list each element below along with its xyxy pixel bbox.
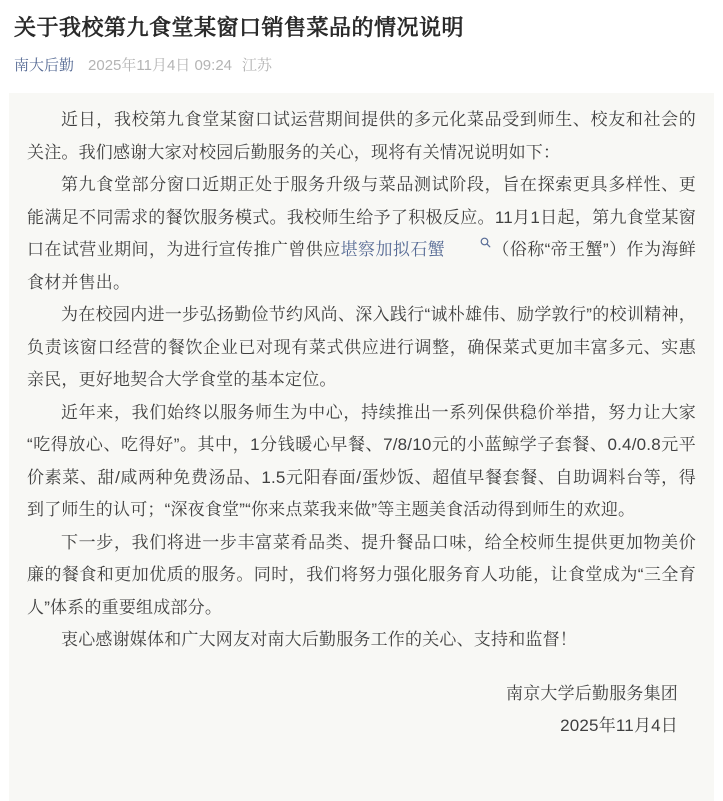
- paragraph-1: 近日，我校第九食堂某窗口试运营期间提供的多元化菜品受到师生、校友和社会的关注。我们感谢大家对校园后勤服务的关心，现将有关情况说明如下：: [27, 110, 696, 162]
- signature-block: [27, 678, 696, 743]
- paragraph-4: 近年来，我们始终以服务师生为中心，持续推出一系列保供稳价举措，努力让大家“吃得放心、吃得好”。其中，1分钱暖心早餐、7/8/10元的小蓝鲸学子套餐、0.4/0.8元平价素菜、甜/咸两种免费汤品、1.5元阳春面/蛋炒饭、超值早餐套餐、自助调料台等，得到了师生的认可；“深夜食堂”“你来点菜我来做”等主题美食活动得到师生的欢迎。: [27, 402, 696, 519]
- paragraph-2-text-before: 第九食堂部分窗口近期正处于服务升级与菜品测试阶段，旨在探索更具多样性、更能满足不同需求的餐饮服务模式。我校师生给予了积极反应。11月1日起，第九食堂某窗口在试营业期间，为进行宣传推广曾供应: [27, 175, 696, 259]
- paragraph-3: 为在校园内进一步弘扬勤俭节约风尚、深入践行“诚朴雄伟、励学敦行”的校训精神，负责该窗口经营的餐饮企业已对现有菜式供应进行调整，确保菜式更加丰富多元、实惠亲民，更好地契合大学食堂的基本定位。: [27, 305, 696, 389]
- article-title: 关于我校第九食堂某窗口销售菜品的情况说明: [14, 15, 465, 40]
- paragraph-5: 下一步，我们将进一步丰富菜肴品类、提升餐品口味，给全校师生提供更加物美价廉的餐食和更加优质的服务。同时，我们将努力强化服务育人功能，让食堂成为“三全育人”体系的重要组成部分。: [27, 532, 696, 617]
- byline: [14, 55, 709, 76]
- account-name-link[interactable]: 南大后勤: [14, 57, 75, 74]
- signature-date: 2025年11月4日: [560, 716, 678, 735]
- signature-org: 南京大学后勤服务集团: [506, 683, 678, 703]
- entity-search-link[interactable]: 堪察加拟石蟹: [340, 240, 446, 259]
- publish-datetime: 2025年11月4日 09:24: [88, 57, 233, 74]
- publish-location: 江苏: [242, 57, 273, 74]
- search-icon[interactable]: [446, 237, 491, 248]
- paragraph-2-text-after: （俗称“帝王蟹”）作为海鲜食材并售出。: [27, 240, 696, 292]
- content-panel: [9, 93, 714, 801]
- paragraph-6: 衷心感谢媒体和广大网友对南大后勤服务工作的关心、支持和监督！: [61, 630, 577, 649]
- paragraph-2: [27, 169, 696, 299]
